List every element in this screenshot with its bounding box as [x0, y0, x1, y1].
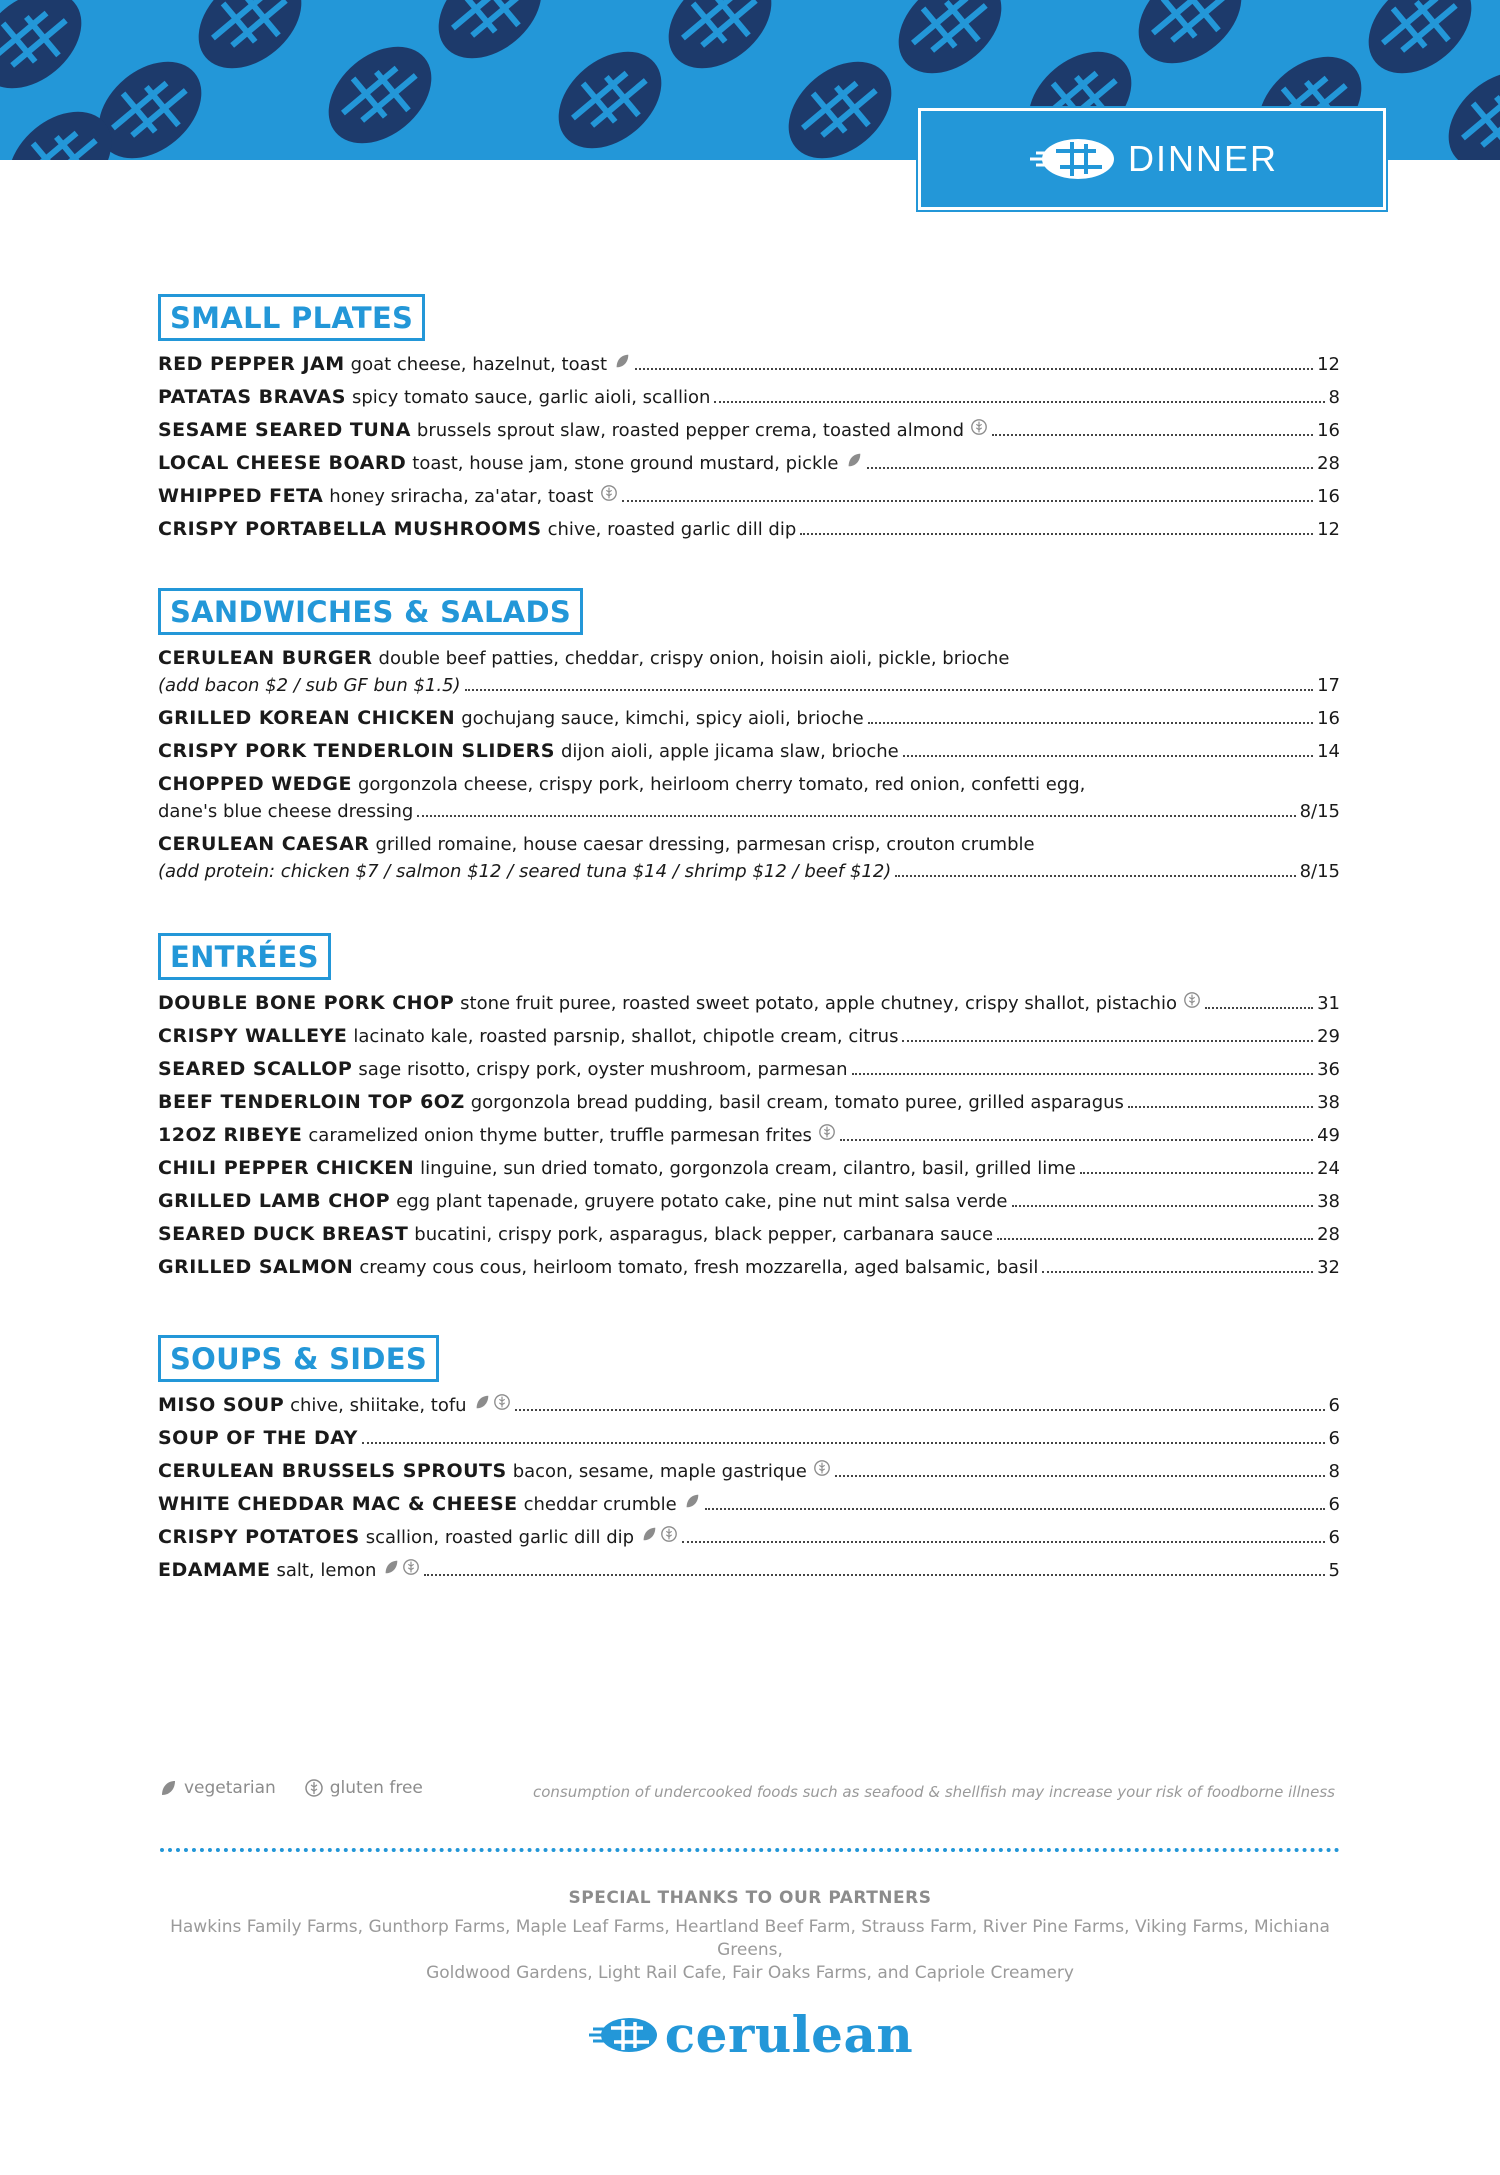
menu-item [158, 1023, 1340, 1056]
vegetarian-icon [613, 352, 631, 370]
gluten-free-icon [970, 418, 988, 436]
menu-item [158, 1557, 1340, 1590]
partners-title: SPECIAL THANKS TO OUR PARTNERS [568, 1888, 932, 1908]
item-name: CERULEAN CAESAR [158, 833, 370, 855]
dot-leader [1205, 1007, 1313, 1009]
dotted-divider [160, 1848, 1340, 1852]
item-name: SEARED DUCK BREAST [158, 1223, 409, 1245]
dot-leader [705, 1508, 1325, 1510]
item-name: SESAME SEARED TUNA [158, 419, 411, 441]
item-desc: linguine, sun dried tomato, gorgonzola cream, cilantro, basil, grilled lime [420, 1158, 1076, 1179]
dot-leader [515, 1409, 1325, 1411]
gluten-free-icon [818, 1123, 836, 1141]
section-entrees [158, 933, 1340, 1287]
dinner-badge [918, 108, 1386, 210]
dot-leader [362, 1442, 1325, 1444]
item-price: 12 [1317, 519, 1340, 540]
item-price: 8 [1328, 387, 1340, 408]
item-desc: chive, shiitake, tofu [290, 1395, 467, 1416]
section-small-plates [158, 294, 1340, 549]
partners-line: Goldwood Gardens, Light Rail Cafe, Fair Oaks Farms, and Capriole Creamery [426, 1963, 1074, 1983]
dot-leader [714, 401, 1324, 403]
dot-leader [1080, 1172, 1313, 1174]
menu-item [158, 1188, 1340, 1221]
item-desc: bacon, sesame, maple gastrique [512, 1461, 807, 1482]
item-desc: gorgonzola bread pudding, basil cream, tomato puree, grilled asparagus [470, 1092, 1124, 1113]
item-name: LOCAL CHEESE BOARD [158, 452, 407, 474]
item-desc-extra: dane's blue cheese dressing [158, 801, 414, 822]
menu-item [158, 384, 1340, 417]
item-desc: spicy tomato sauce, garlic aioli, scallion [351, 387, 711, 408]
menu-item [158, 1089, 1340, 1122]
item-desc-extra: (add protein: chicken $7 / salmon $12 / seared tuna $14 / shrimp $12 / beef $12) [158, 861, 892, 882]
item-price: 8/15 [1299, 861, 1340, 882]
dot-leader [682, 1541, 1324, 1543]
legend-label: gluten free [329, 1778, 423, 1798]
item-name: PATATAS BRAVAS [158, 386, 346, 408]
gluten-free-icon [402, 1558, 420, 1576]
item-name: CRISPY PORK TENDERLOIN SLIDERS [158, 740, 555, 762]
item-name: BEEF TENDERLOIN TOP 6OZ [158, 1091, 465, 1113]
vegetarian-icon [683, 1492, 701, 1510]
item-desc: brussels sprout slaw, roasted pepper crema, toasted almond [416, 420, 965, 441]
menu-item [158, 738, 1340, 771]
item-desc: double beef patties, cheddar, crispy onion, hoisin aioli, pickle, brioche [378, 648, 1010, 669]
vegetarian-icon [640, 1525, 658, 1543]
item-desc-extra: (add bacon $2 / sub GF bun $1.5) [158, 675, 461, 696]
menu-item [158, 1221, 1340, 1254]
cerulean-logo-icon [587, 2015, 659, 2055]
gluten-free-icon [813, 1459, 831, 1477]
section-soups-sides [158, 1335, 1340, 1590]
item-desc: dijon aioli, apple jicama slaw, brioche [561, 741, 899, 762]
section-sandwiches-salads [158, 588, 1340, 891]
menu-item [158, 990, 1340, 1023]
item-name: GRILLED SALMON [158, 1256, 354, 1278]
brand-logo [0, 2005, 1500, 2064]
item-name: SOUP OF THE DAY [158, 1427, 358, 1449]
menu-item [158, 1524, 1340, 1557]
foodborne-disclaimer: consumption of undercooked foods such as seafood & shellfish may increase your risk of foodborne illness [533, 1783, 1335, 1801]
item-price: 8/15 [1299, 801, 1340, 822]
item-price: 6 [1328, 1527, 1340, 1548]
dot-leader [1012, 1205, 1314, 1207]
item-name: CERULEAN BRUSSELS SPROUTS [158, 1460, 507, 1482]
dot-leader [424, 1574, 1324, 1576]
item-name: GRILLED KOREAN CHICKEN [158, 707, 456, 729]
dietary-legend [158, 1778, 423, 1798]
partners-line: Hawkins Family Farms, Gunthorp Farms, Maple Leaf Farms, Heartland Beef Farm, Strauss Farm, River Pine Farms, Viking Farms, Michiana Greens, [170, 1917, 1330, 1960]
dot-leader [840, 1139, 1313, 1141]
item-name: 12OZ RIBEYE [158, 1124, 303, 1146]
item-name: CRISPY WALLEYE [158, 1025, 348, 1047]
item-name: EDAMAME [158, 1559, 271, 1581]
gluten-free-icon [304, 1778, 324, 1798]
item-name: SEARED SCALLOP [158, 1058, 353, 1080]
item-price: 17 [1317, 675, 1340, 696]
item-price: 16 [1317, 708, 1340, 729]
item-desc: goat cheese, hazelnut, toast [350, 354, 608, 375]
item-name: CERULEAN BURGER [158, 647, 373, 669]
item-desc: chive, roasted garlic dill dip [547, 519, 797, 540]
item-price: 29 [1317, 1026, 1340, 1047]
cerulean-logo-icon [1026, 136, 1118, 182]
item-name: DOUBLE BONE PORK CHOP [158, 992, 455, 1014]
item-price: 24 [1317, 1158, 1340, 1179]
menu-item [158, 516, 1340, 549]
item-price: 6 [1328, 1428, 1340, 1449]
dot-leader [465, 689, 1314, 691]
item-desc: lacinato kale, roasted parsnip, shallot, chipotle cream, citrus [353, 1026, 899, 1047]
item-price: 32 [1317, 1257, 1340, 1278]
dot-leader [867, 467, 1314, 469]
item-desc: toast, house jam, stone ground mustard, pickle [412, 453, 839, 474]
item-name: CRISPY PORTABELLA MUSHROOMS [158, 518, 542, 540]
item-desc: creamy cous cous, heirloom tomato, fresh mozzarella, aged balsamic, basil [359, 1257, 1039, 1278]
dot-leader [622, 500, 1314, 502]
item-desc: scallion, roasted garlic dill dip [365, 1527, 635, 1548]
gluten-free-icon [660, 1525, 678, 1543]
menu-item [158, 1056, 1340, 1089]
dot-leader [903, 755, 1313, 757]
section-title: SOUPS & SIDES [158, 1335, 439, 1382]
legend-vegetarian [158, 1778, 276, 1798]
item-price: 14 [1317, 741, 1340, 762]
item-desc: cheddar crumble [523, 1494, 677, 1515]
item-name: CRISPY POTATOES [158, 1526, 360, 1548]
dot-leader [1042, 1271, 1313, 1273]
dot-leader [1128, 1106, 1313, 1108]
vegetarian-icon [845, 451, 863, 469]
dot-leader [868, 722, 1313, 724]
section-title: SMALL PLATES [158, 294, 425, 341]
vegetarian-icon [382, 1558, 400, 1576]
menu-item [158, 1155, 1340, 1188]
item-price: 36 [1317, 1059, 1340, 1080]
item-name: WHIPPED FETA [158, 485, 324, 507]
menu-item [158, 351, 1340, 384]
menu-item [158, 1458, 1340, 1491]
dot-leader [902, 1040, 1313, 1042]
legend-gluten-free [304, 1778, 423, 1798]
menu-item [158, 417, 1340, 450]
vegetarian-icon [158, 1778, 178, 1798]
item-desc: sage risotto, crispy pork, oyster mushroom, parmesan [358, 1059, 848, 1080]
menu-item [158, 1392, 1340, 1425]
dinner-label: DINNER [1127, 138, 1278, 179]
item-desc: grilled romaine, house caesar dressing, parmesan crisp, crouton crumble [375, 834, 1035, 855]
dot-leader [852, 1073, 1314, 1075]
dot-leader [895, 875, 1295, 877]
item-price: 16 [1317, 486, 1340, 507]
menu-item [158, 1491, 1340, 1524]
dot-leader [997, 1238, 1313, 1240]
item-price: 49 [1317, 1125, 1340, 1146]
gluten-free-icon [1183, 991, 1201, 1009]
dot-leader [635, 368, 1313, 370]
item-desc: egg plant tapenade, gruyere potato cake, pine nut mint salsa verde [396, 1191, 1008, 1212]
dot-leader [835, 1475, 1325, 1477]
item-desc: gorgonzola cheese, crispy pork, heirloom cherry tomato, red onion, confetti egg, [358, 774, 1086, 795]
dot-leader [800, 533, 1313, 535]
item-name: WHITE CHEDDAR MAC & CHEESE [158, 1493, 518, 1515]
item-name: RED PEPPER JAM [158, 353, 345, 375]
item-name: CHOPPED WEDGE [158, 773, 352, 795]
item-price: 6 [1328, 1494, 1340, 1515]
menu-item [158, 450, 1340, 483]
item-price: 12 [1317, 354, 1340, 375]
item-desc: gochujang sauce, kimchi, spicy aioli, brioche [461, 708, 864, 729]
item-name: CHILI PEPPER CHICKEN [158, 1157, 415, 1179]
section-title: ENTRÉES [158, 933, 331, 980]
item-desc: stone fruit puree, roasted sweet potato, apple chutney, crispy shallot, pistachio [460, 993, 1177, 1014]
menu-item [158, 1425, 1340, 1458]
dot-leader [417, 815, 1295, 817]
item-price: 16 [1317, 420, 1340, 441]
item-name: GRILLED LAMB CHOP [158, 1190, 391, 1212]
gluten-free-icon [493, 1393, 511, 1411]
item-price: 8 [1328, 1461, 1340, 1482]
partners-list [150, 1916, 1350, 1985]
menu-item [158, 1122, 1340, 1155]
menu-item [158, 483, 1340, 516]
item-price: 28 [1317, 1224, 1340, 1245]
gluten-free-icon [600, 484, 618, 502]
menu-item [158, 1254, 1340, 1287]
item-desc: caramelized onion thyme butter, truffle parmesan frites [308, 1125, 812, 1146]
section-title: SANDWICHES & SALADS [158, 588, 583, 635]
menu-item [158, 705, 1340, 738]
item-price: 28 [1317, 453, 1340, 474]
item-price: 6 [1328, 1395, 1340, 1416]
legend-label: vegetarian [184, 1778, 276, 1798]
item-desc: honey sriracha, za'atar, toast [329, 486, 594, 507]
menu-item [158, 771, 1340, 831]
brand-name: cerulean [664, 2005, 914, 2064]
item-price: 5 [1328, 1560, 1340, 1581]
item-price: 38 [1317, 1092, 1340, 1113]
vegetarian-icon [473, 1393, 491, 1411]
item-name: MISO SOUP [158, 1394, 285, 1416]
item-price: 38 [1317, 1191, 1340, 1212]
item-desc: salt, lemon [276, 1560, 377, 1581]
item-desc: bucatini, crispy pork, asparagus, black pepper, carbanara sauce [414, 1224, 994, 1245]
item-price: 31 [1317, 993, 1340, 1014]
dot-leader [992, 434, 1313, 436]
menu-item [158, 645, 1340, 705]
menu-item [158, 831, 1340, 891]
